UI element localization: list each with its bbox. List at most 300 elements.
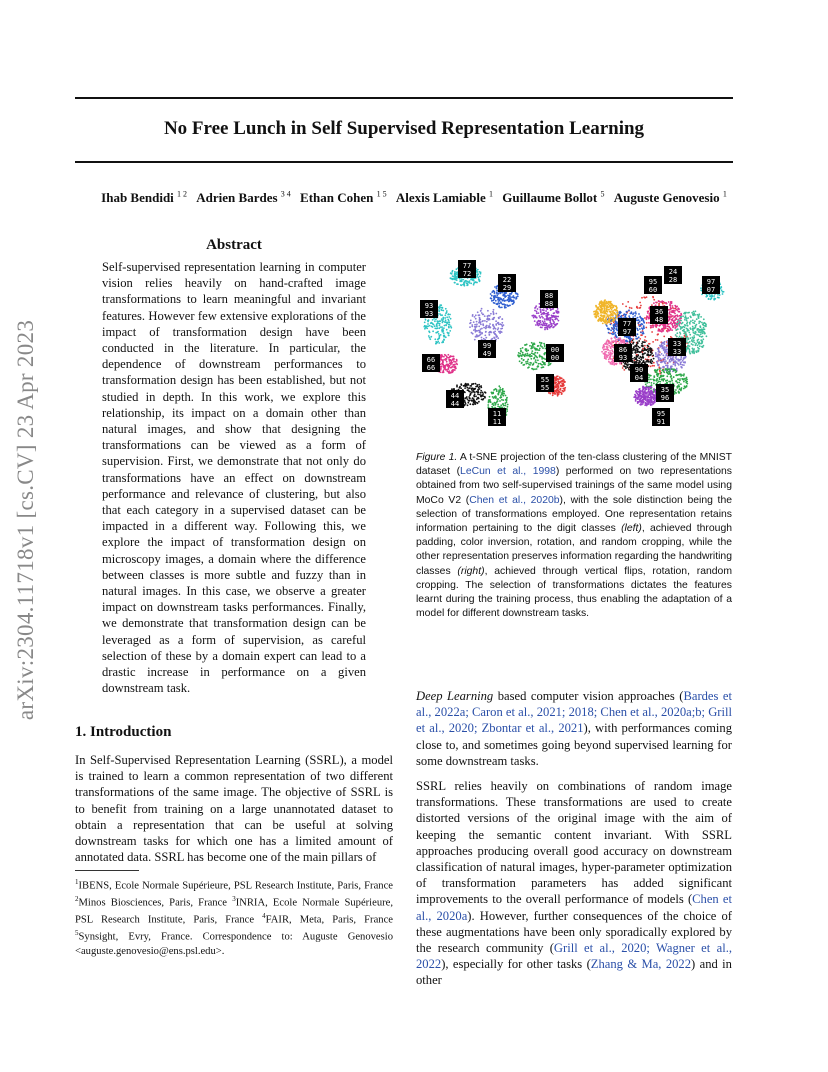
scatter-point [539, 348, 541, 350]
digit-thumbnail [446, 390, 464, 408]
scatter-point [476, 323, 478, 325]
citation-link[interactable]: Grill et al., 2020; Wagner et al., 2022 [416, 941, 732, 972]
author [614, 190, 727, 205]
digit-thumbnail [536, 374, 554, 392]
scatter-point [549, 321, 551, 323]
scatter-point [644, 404, 646, 406]
scatter-point [475, 314, 477, 316]
scatter-point [668, 313, 670, 315]
scatter-point [653, 302, 655, 304]
scatter-point [495, 396, 497, 398]
scatter-point [485, 337, 487, 339]
title-bottom-rule [75, 161, 733, 163]
affiliation-text: Synsight, Evry, France. Correspondence to: Auguste Genovesio <auguste.genovesio@ens.psl.edu>. [75, 931, 393, 957]
scatter-point [444, 325, 446, 327]
scatter-point [495, 320, 497, 322]
scatter-point [713, 295, 715, 297]
scatter-point [713, 299, 715, 301]
scatter-point [562, 385, 564, 387]
scatter-point [536, 311, 538, 313]
scatter-point [501, 307, 503, 309]
scatter-point [667, 362, 669, 364]
scatter-point [486, 318, 488, 320]
scatter-point [666, 382, 668, 384]
scatter-point [636, 344, 638, 346]
scatter-point [518, 352, 520, 354]
scatter-point [448, 320, 450, 322]
scatter-point [693, 335, 695, 337]
scatter-point [668, 368, 670, 370]
scatter-point [677, 323, 679, 325]
scatter-point [521, 355, 523, 357]
scatter-point [448, 335, 450, 337]
scatter-point [611, 349, 613, 351]
scatter-point [550, 309, 552, 311]
scatter-point [657, 375, 659, 377]
scatter-point [688, 338, 690, 340]
scatter-point [676, 336, 678, 338]
scatter-point [454, 271, 456, 273]
scatter-point [644, 345, 646, 347]
scatter-point [441, 314, 443, 316]
scatter-point [448, 316, 450, 318]
scatter-point [668, 373, 670, 375]
scatter-point [686, 323, 688, 325]
scatter-point [489, 334, 491, 336]
scatter-point [605, 310, 607, 312]
scatter-point [644, 339, 646, 341]
scatter-point [651, 360, 653, 362]
scatter-point [700, 316, 702, 318]
scatter-point [613, 329, 615, 331]
scatter-point [537, 323, 539, 325]
scatter-point [671, 380, 673, 382]
scatter-point [485, 326, 487, 328]
scatter-point [696, 314, 698, 316]
scatter-point [474, 339, 476, 341]
scatter-point [516, 297, 518, 299]
scatter-point [551, 315, 553, 317]
scatter-point [555, 384, 557, 386]
scatter-point [613, 333, 615, 335]
scatter-point [430, 322, 432, 324]
scatter-point [604, 356, 606, 358]
caption-text: ) performed on two representations obtained from two self-supervised trainings of the same model using MoCo V2 ( [416, 466, 733, 506]
scatter-point [534, 352, 536, 354]
scatter-point [493, 404, 495, 406]
scatter-point [437, 322, 439, 324]
scatter-point [693, 312, 695, 314]
scatter-point [614, 309, 616, 311]
scatter-point [452, 388, 454, 390]
scatter-point [665, 350, 667, 352]
scatter-point [462, 279, 464, 281]
scatter-point [459, 387, 461, 389]
scatter-point [448, 357, 450, 359]
scatter-point [677, 319, 679, 321]
scatter-point [540, 311, 542, 313]
scatter-point [445, 308, 447, 310]
scatter-point [481, 321, 483, 323]
scatter-point [685, 335, 687, 337]
scatter-point [608, 345, 610, 347]
scatter-point [670, 307, 672, 309]
scatter-point [464, 387, 466, 389]
scatter-point [642, 331, 644, 333]
scatter-point [687, 312, 689, 314]
scatter-point [680, 357, 682, 359]
scatter-point [649, 392, 651, 394]
scatter-point [648, 343, 650, 345]
scatter-point [645, 384, 647, 386]
scatter-point [487, 404, 489, 406]
scatter-point [626, 311, 628, 313]
scatter-point [669, 317, 671, 319]
scatter-point [435, 319, 437, 321]
scatter-point [425, 319, 427, 321]
scatter-point [470, 283, 472, 285]
scatter-point [685, 325, 687, 327]
scatter-point [648, 322, 650, 324]
scatter-point [673, 361, 675, 363]
scatter-point [609, 305, 611, 307]
scatter-point [644, 362, 646, 364]
scatter-point [478, 271, 480, 273]
scatter-point [685, 333, 687, 335]
scatter-point [644, 336, 646, 338]
scatter-point [426, 328, 428, 330]
scatter-point [663, 301, 665, 303]
scatter-point [506, 398, 508, 400]
scatter-point [539, 317, 541, 319]
citation-link[interactable]: Bardes et al., 2022a; Caron et al., 2021; 2018; Chen et al., 2020a;b; Grill et al., 2020; Zbontar et al., 2021 [416, 689, 732, 736]
scatter-point [537, 345, 539, 347]
scatter-point [497, 299, 499, 301]
scatter-point [543, 324, 545, 326]
scatter-point [554, 393, 556, 395]
body-text: ) and in other [416, 957, 732, 988]
scatter-point [439, 304, 441, 306]
scatter-point [594, 316, 596, 318]
scatter-point [544, 320, 546, 322]
scatter-point [643, 401, 645, 403]
scatter-point [456, 268, 458, 270]
scatter-point [656, 356, 658, 358]
scatter-point [655, 370, 657, 372]
scatter-point [661, 353, 663, 355]
scatter-point [683, 362, 685, 364]
scatter-point [686, 385, 688, 387]
scatter-point [556, 316, 558, 318]
scatter-point [720, 286, 722, 288]
scatter-point [689, 334, 691, 336]
scatter-point [646, 296, 648, 298]
scatter-point [465, 397, 467, 399]
scatter-point [502, 399, 504, 401]
scatter-point [637, 329, 639, 331]
scatter-point [692, 322, 694, 324]
scatter-point [680, 326, 682, 328]
scatter-point [508, 300, 510, 302]
scatter-point [500, 301, 502, 303]
digit-thumbnail [420, 300, 438, 318]
scatter-point [455, 366, 457, 368]
scatter-point [481, 337, 483, 339]
scatter-point [556, 379, 558, 381]
scatter-point [687, 317, 689, 319]
scatter-point [606, 323, 608, 325]
svg-text:44: 44 [450, 392, 460, 400]
affiliation-marker: 5 [600, 190, 605, 199]
scatter-point [434, 325, 436, 327]
scatter-point [703, 331, 705, 333]
scatter-point [699, 345, 701, 347]
scatter-point [534, 343, 536, 345]
scatter-point [596, 309, 598, 311]
scatter-point [452, 356, 454, 358]
scatter-point [547, 328, 549, 330]
scatter-point [606, 313, 608, 315]
footnote-marker: 1 [75, 878, 79, 886]
scatter-point [558, 320, 560, 322]
scatter-point [613, 340, 615, 342]
scatter-point [448, 366, 450, 368]
scatter-point [702, 338, 704, 340]
scatter-point [605, 319, 607, 321]
scatter-point [508, 299, 510, 301]
scatter-point [477, 402, 479, 404]
scatter-point [499, 316, 501, 318]
scatter-point [639, 307, 641, 309]
scatter-point [493, 389, 495, 391]
scatter-point [506, 300, 508, 302]
scatter-point [665, 327, 667, 329]
scatter-point [653, 362, 655, 364]
scatter-point [643, 394, 645, 396]
scatter-point [561, 382, 563, 384]
scatter-point [478, 326, 480, 328]
scatter-point [499, 323, 501, 325]
scatter-point [693, 311, 695, 313]
scatter-point [640, 400, 642, 402]
scatter-point [469, 280, 471, 282]
scatter-point [443, 368, 445, 370]
tsne-figure [416, 256, 732, 440]
scatter-point [470, 399, 472, 401]
scatter-point [652, 355, 654, 357]
scatter-point [678, 382, 680, 384]
scatter-point [643, 327, 645, 329]
scatter-point [651, 382, 653, 384]
scatter-point [647, 351, 649, 353]
scatter-point [681, 378, 683, 380]
scatter-point [536, 321, 538, 323]
scatter-point [669, 309, 671, 311]
scatter-point [485, 331, 487, 333]
scatter-point [491, 392, 493, 394]
scatter-point [632, 340, 634, 342]
scatter-point [480, 396, 482, 398]
scatter-point [677, 358, 679, 360]
scatter-point [541, 314, 543, 316]
scatter-point [650, 386, 652, 388]
scatter-point [500, 404, 502, 406]
scatter-point [424, 322, 426, 324]
scatter-point [436, 328, 438, 330]
scatter-point [474, 316, 476, 318]
affiliation-marker: 1 [489, 190, 494, 199]
scatter-point [677, 378, 679, 380]
scatter-point [675, 381, 677, 383]
digit-thumbnail [664, 266, 682, 284]
scatter-point [631, 307, 633, 309]
digit-thumbnail [488, 408, 506, 426]
caption-text: , achieved through vertical flips, rotation, random cropping. The selection of transformations dictates the features learnt during the training process, thus enabling the adaptation of a model for different downstream tasks. [416, 565, 732, 620]
scatter-point [468, 387, 470, 389]
scatter-point [676, 326, 678, 328]
scatter-point [536, 349, 538, 351]
scatter-point [533, 358, 535, 360]
scatter-point [637, 338, 639, 340]
scatter-point [619, 342, 621, 344]
scatter-point [499, 400, 501, 402]
scatter-point [527, 359, 529, 361]
scatter-point [622, 303, 624, 305]
scatter-point [465, 383, 467, 385]
scatter-point [632, 358, 634, 360]
scatter-point [623, 313, 625, 315]
scatter-point [645, 398, 647, 400]
citation-link[interactable]: Zhang & Ma, 2022 [590, 957, 692, 972]
scatter-point [653, 383, 655, 385]
scatter-point [475, 386, 477, 388]
scatter-point [640, 351, 642, 353]
scatter-point [676, 323, 678, 325]
scatter-point [438, 307, 440, 309]
citation-link[interactable]: LeCun et al., 1998 [460, 466, 556, 478]
svg-text:29: 29 [502, 284, 512, 292]
scatter-point [610, 324, 612, 326]
scatter-point [669, 323, 671, 325]
scatter-point [496, 292, 498, 294]
scatter-point [636, 356, 638, 358]
scatter-point [658, 357, 660, 359]
svg-text:97: 97 [622, 328, 632, 336]
svg-text:36: 36 [654, 308, 664, 316]
scatter-point [680, 320, 682, 322]
scatter-point [651, 304, 653, 306]
scatter-point [671, 329, 673, 331]
scatter-point [616, 307, 618, 309]
footnote-marker: 4 [262, 912, 266, 921]
scatter-point [493, 291, 495, 293]
scatter-point [456, 279, 458, 281]
scatter-point [445, 359, 447, 361]
scatter-point [479, 335, 481, 337]
scatter-point [666, 343, 668, 345]
scatter-point [598, 303, 600, 305]
scatter-point [449, 363, 451, 365]
scatter-point [606, 347, 608, 349]
scatter-point [525, 349, 527, 351]
scatter-point [603, 306, 605, 308]
scatter-point [700, 287, 702, 289]
scatter-point [476, 399, 478, 401]
scatter-point [438, 342, 440, 344]
scatter-point [606, 301, 608, 303]
scatter-point [543, 362, 545, 364]
scatter-point [696, 351, 698, 353]
scatter-point [632, 316, 634, 318]
scatter-point [541, 358, 543, 360]
scatter-point [649, 402, 651, 404]
author [196, 190, 291, 205]
svg-text:93: 93 [618, 354, 628, 362]
scatter-point [463, 283, 465, 285]
scatter-point [438, 310, 440, 312]
scatter-point [674, 365, 676, 367]
scatter-point [529, 345, 531, 347]
scatter-point [652, 326, 654, 328]
svg-text:60: 60 [648, 286, 658, 294]
scatter-point [670, 305, 672, 307]
scatter-point [554, 319, 556, 321]
scatter-point [644, 317, 646, 319]
scatter-point [438, 333, 440, 335]
scatter-point [497, 404, 499, 406]
scatter-point [451, 271, 453, 273]
scatter-point [610, 358, 612, 360]
scatter-point [450, 272, 452, 274]
scatter-point [612, 359, 614, 361]
scatter-point [533, 346, 535, 348]
scatter-point [681, 367, 683, 369]
scatter-point [544, 358, 546, 360]
scatter-point [502, 295, 504, 297]
scatter-point [603, 312, 605, 314]
scatter-point [494, 292, 496, 294]
scatter-point [670, 376, 672, 378]
citation-link[interactable]: Chen et al., 2020b [469, 494, 560, 506]
scatter-point [495, 313, 497, 315]
digit-thumbnail [656, 384, 674, 402]
scatter-point [685, 380, 687, 382]
scatter-point [675, 315, 677, 317]
scatter-point [624, 366, 626, 368]
scatter-point [609, 301, 611, 303]
scatter-point [625, 314, 627, 316]
scatter-point [648, 356, 650, 358]
scatter-point [651, 399, 653, 401]
scatter-point [553, 316, 555, 318]
scatter-point [537, 308, 539, 310]
scatter-point [454, 274, 456, 276]
scatter-point [447, 314, 449, 316]
scatter-point [673, 369, 675, 371]
scatter-point [465, 280, 467, 282]
scatter-point [477, 269, 479, 271]
svg-text:00: 00 [550, 346, 560, 354]
scatter-point [636, 360, 638, 362]
scatter-point [448, 371, 450, 373]
scatter-point [448, 332, 450, 334]
svg-text:24: 24 [668, 268, 678, 276]
citation-link[interactable]: Chen et al., 2020a [416, 892, 732, 923]
scatter-point [642, 345, 644, 347]
scatter-point [684, 312, 686, 314]
scatter-point [711, 294, 713, 296]
scatter-point [652, 324, 654, 326]
